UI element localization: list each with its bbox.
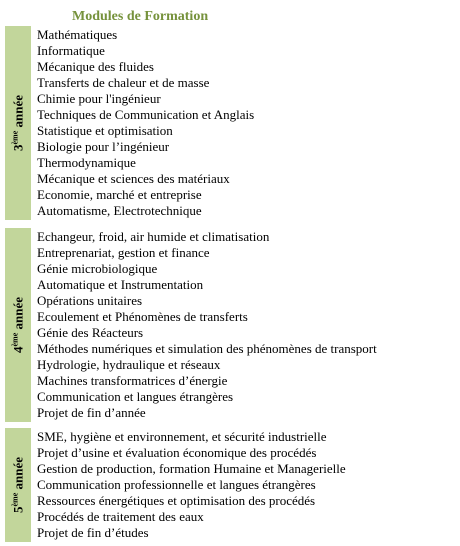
module-item: Communication et langues étrangères — [37, 389, 234, 404]
module-item: Hydrologie, hydraulique et réseaux — [37, 357, 221, 372]
year-bar — [5, 428, 31, 542]
module-item: Ecoulement et Phénomènes de transferts — [37, 309, 248, 324]
module-item: Transferts de chaleur et de masse — [37, 75, 210, 90]
year-label: 3ème année — [10, 94, 26, 152]
module-item: Machines transformatrices d’énergie — [37, 373, 228, 388]
page-title: Modules de Formation — [72, 9, 209, 24]
module-item: Projet de fin d’études — [37, 525, 149, 540]
module-item: Méthodes numériques et simulation des phénomènes de transport — [37, 341, 377, 356]
module-item: Echangeur, froid, air humide et climatisation — [37, 229, 270, 244]
module-item: Statistique et optimisation — [37, 123, 173, 138]
module-item: Projet de fin d’année — [37, 405, 146, 420]
module-item: Chimie pour l'ingénieur — [37, 91, 161, 106]
year-label: 5ème année — [10, 456, 26, 514]
module-item: Projet d’usine et évaluation économique des procédés — [37, 445, 317, 460]
module-item: Mathématiques — [37, 27, 118, 42]
module-list — [37, 229, 377, 421]
module-item: Communication professionnelle et langues étrangères — [37, 477, 316, 492]
module-item: Opérations unitaires — [37, 293, 143, 308]
module-item: Thermodynamique — [37, 155, 136, 170]
module-list — [37, 429, 346, 541]
module-item: Ressources énergétiques et optimisation des procédés — [37, 493, 316, 508]
module-item: Economie, marché et entreprise — [37, 187, 202, 202]
module-list — [37, 27, 254, 219]
module-item: Gestion de production, formation Humaine et Managerielle — [37, 461, 346, 476]
year-label: 4ème année — [10, 296, 26, 354]
module-item: Entreprenariat, gestion et finance — [37, 245, 210, 260]
module-item: Procédés de traitement des eaux — [37, 509, 204, 524]
module-item: Génie des Réacteurs — [37, 325, 144, 340]
module-item: Mécanique des fluides — [37, 59, 154, 74]
module-item: Automatisme, Electrotechnique — [37, 203, 202, 218]
year-section-4 — [5, 228, 455, 422]
module-item: Automatique et Instrumentation — [37, 277, 204, 292]
module-item: Techniques de Communication et Anglais — [37, 107, 255, 122]
module-item: Mécanique et sciences des matériaux — [37, 171, 230, 186]
module-item: Informatique — [37, 43, 105, 58]
module-item: Biologie pour l’ingénieur — [37, 139, 170, 154]
year-bar — [5, 26, 31, 220]
module-item: Génie microbiologique — [37, 261, 158, 276]
year-section-3 — [5, 26, 455, 220]
module-item: SME, hygiène et environnement, et sécurité industrielle — [37, 429, 327, 444]
year-section-5 — [5, 428, 455, 542]
year-bar — [5, 228, 31, 422]
